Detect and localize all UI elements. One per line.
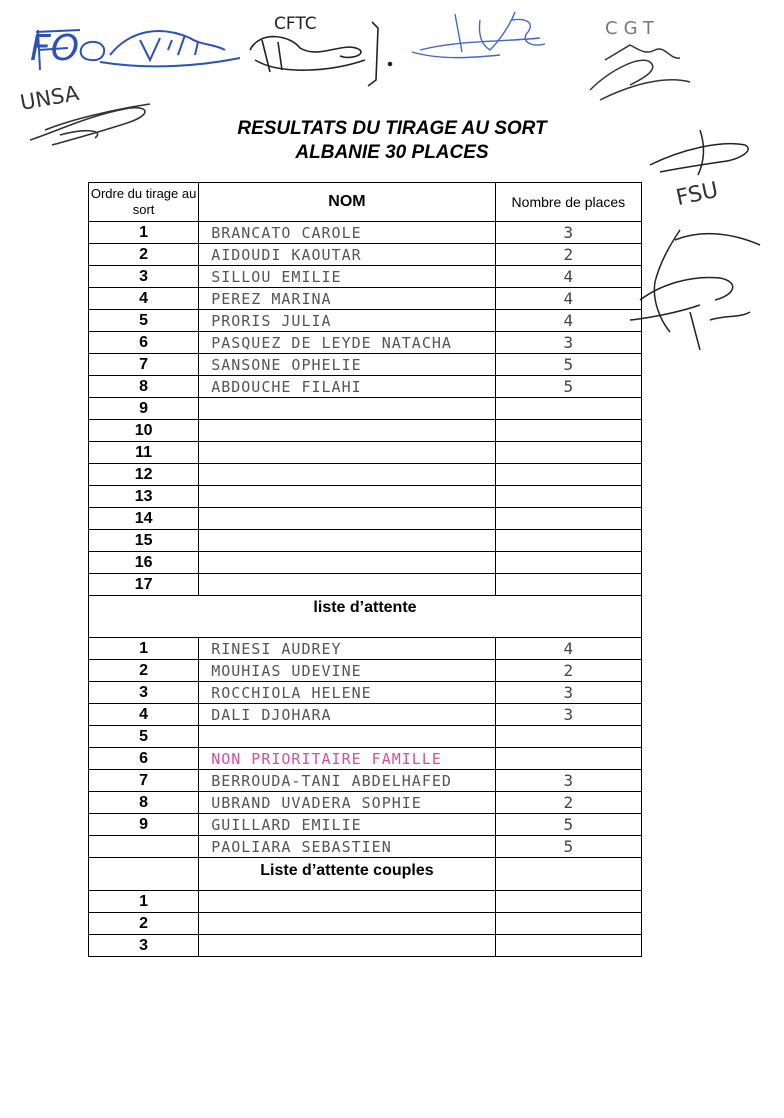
row-number: 17 [89, 574, 199, 596]
row-name [199, 552, 496, 574]
row-places: 4 [495, 266, 641, 288]
row-name: PASQUEZ DE LEYDE NATACHA [199, 332, 496, 354]
waiting-list-label: liste d’attente [89, 596, 642, 638]
row-name [199, 464, 496, 486]
row-name: ABDOUCHE FILAHI [199, 376, 496, 398]
row-places: 4 [495, 288, 641, 310]
row-number: 16 [89, 552, 199, 574]
title-line-1: RESULTATS DU TIRAGE AU SORT [237, 118, 547, 139]
table-row [89, 748, 642, 770]
table-row [89, 792, 642, 814]
main-list [89, 222, 642, 596]
table-row [89, 530, 642, 552]
row-places [495, 748, 641, 770]
row-name [199, 486, 496, 508]
row-number: 1 [89, 891, 199, 913]
row-number: 5 [89, 310, 199, 332]
row-places: 2 [495, 244, 641, 266]
row-name [199, 891, 496, 913]
row-number: 2 [89, 660, 199, 682]
row-places: 3 [495, 222, 641, 244]
title-line-2: ALBANIE 30 PLACES [295, 142, 489, 163]
row-name: NON PRIORITAIRE FAMILLE [199, 748, 496, 770]
row-name [199, 530, 496, 552]
table-row [89, 913, 642, 935]
row-name: PEREZ MARINA [199, 288, 496, 310]
row-name [199, 726, 496, 748]
fsu-label: FSU [673, 177, 721, 212]
results-table [88, 182, 642, 957]
table-row [89, 891, 642, 913]
row-number: 3 [89, 266, 199, 288]
row-number: 2 [89, 244, 199, 266]
row-number: 7 [89, 354, 199, 376]
waiting-list [89, 638, 642, 858]
row-places [495, 891, 641, 913]
row-name: BERROUDA-TANI ABDELHAFED [199, 770, 496, 792]
row-name [199, 508, 496, 530]
row-places: 3 [495, 770, 641, 792]
row-number: 15 [89, 530, 199, 552]
table-row [89, 836, 642, 858]
row-number: 1 [89, 222, 199, 244]
row-number: 3 [89, 682, 199, 704]
table-row [89, 704, 642, 726]
row-number: 6 [89, 748, 199, 770]
table-row [89, 222, 642, 244]
waiting-label-row [89, 596, 642, 638]
row-places: 2 [495, 792, 641, 814]
table-row [89, 376, 642, 398]
table-row [89, 508, 642, 530]
row-places [495, 508, 641, 530]
row-places [495, 486, 641, 508]
row-places: 4 [495, 638, 641, 660]
row-name [199, 935, 496, 957]
row-places: 2 [495, 660, 641, 682]
row-places [495, 913, 641, 935]
row-number: 7 [89, 770, 199, 792]
row-name [199, 398, 496, 420]
row-name: PRORIS JULIA [199, 310, 496, 332]
table-row [89, 552, 642, 574]
row-places: 5 [495, 354, 641, 376]
row-number: 9 [89, 398, 199, 420]
couples-list [89, 891, 642, 957]
couples-list-label: Liste d’attente couples [260, 862, 434, 879]
row-places: 3 [495, 682, 641, 704]
row-places: 3 [495, 332, 641, 354]
row-places: 5 [495, 814, 641, 836]
header-places: Nombre de places [495, 183, 641, 222]
row-name: RINESI AUDREY [199, 638, 496, 660]
row-number: 3 [89, 935, 199, 957]
row-places: 5 [495, 836, 641, 858]
row-number: 14 [89, 508, 199, 530]
table-row [89, 354, 642, 376]
row-number: 4 [89, 704, 199, 726]
row-places: 3 [495, 704, 641, 726]
row-number: 8 [89, 792, 199, 814]
table-row [89, 420, 642, 442]
row-name: BRANCATO CAROLE [199, 222, 496, 244]
row-places [495, 442, 641, 464]
cftc-label: CFTC [274, 14, 317, 34]
row-name: SILLOU EMILIE [199, 266, 496, 288]
row-number: 9 [89, 814, 199, 836]
row-name [199, 574, 496, 596]
table-row [89, 266, 642, 288]
row-name: MOUHIAS UDEVINE [199, 660, 496, 682]
row-places [495, 420, 641, 442]
row-places [495, 574, 641, 596]
fo-label: FO [30, 28, 80, 69]
waiting-section [89, 596, 642, 638]
row-name: GUILLARD EMILIE [199, 814, 496, 836]
row-places [495, 398, 641, 420]
row-places: 4 [495, 310, 641, 332]
couples-section [89, 858, 642, 891]
row-number: 11 [89, 442, 199, 464]
row-places [495, 464, 641, 486]
table-row [89, 398, 642, 420]
table-row [89, 814, 642, 836]
row-places [495, 530, 641, 552]
header-name: NOM [199, 183, 496, 222]
row-number: 4 [89, 288, 199, 310]
row-name: DALI DJOHARA [199, 704, 496, 726]
row-places: 5 [495, 376, 641, 398]
header-order: Ordre du tirage au sort [89, 183, 199, 222]
row-number: 1 [89, 638, 199, 660]
table-row [89, 638, 642, 660]
cgt-label: CGT [605, 18, 660, 39]
table-header-row [89, 183, 642, 222]
row-number: 13 [89, 486, 199, 508]
table-row [89, 464, 642, 486]
table-row [89, 682, 642, 704]
row-number: 6 [89, 332, 199, 354]
unsa-label: UNSA [18, 81, 81, 115]
row-name: AIDOUDI KAOUTAR [199, 244, 496, 266]
row-name [199, 913, 496, 935]
table-row [89, 244, 642, 266]
row-places [495, 552, 641, 574]
couples-label-row [89, 858, 642, 891]
table-row [89, 574, 642, 596]
union-signature-blue [412, 12, 545, 58]
cftc-signature [250, 22, 392, 86]
table-row [89, 660, 642, 682]
table-row [89, 442, 642, 464]
row-number: 5 [89, 726, 199, 748]
row-places [495, 935, 641, 957]
row-number: 12 [89, 464, 199, 486]
table-row [89, 726, 642, 748]
row-number: 2 [89, 913, 199, 935]
row-name [199, 420, 496, 442]
table-row [89, 770, 642, 792]
row-name: SANSONE OPHELIE [199, 354, 496, 376]
row-number: 10 [89, 420, 199, 442]
row-name: UBRAND UVADERA SOPHIE [199, 792, 496, 814]
row-name: PAOLIARA SEBASTIEN [199, 836, 496, 858]
table-row [89, 332, 642, 354]
row-name [199, 442, 496, 464]
table-row [89, 288, 642, 310]
row-places [495, 726, 641, 748]
table-row [89, 310, 642, 332]
table-row [89, 935, 642, 957]
cgt-signature [590, 45, 690, 100]
row-number: 8 [89, 376, 199, 398]
row-number [89, 836, 199, 858]
table-row [89, 486, 642, 508]
row-name: ROCCHIOLA HELENE [199, 682, 496, 704]
